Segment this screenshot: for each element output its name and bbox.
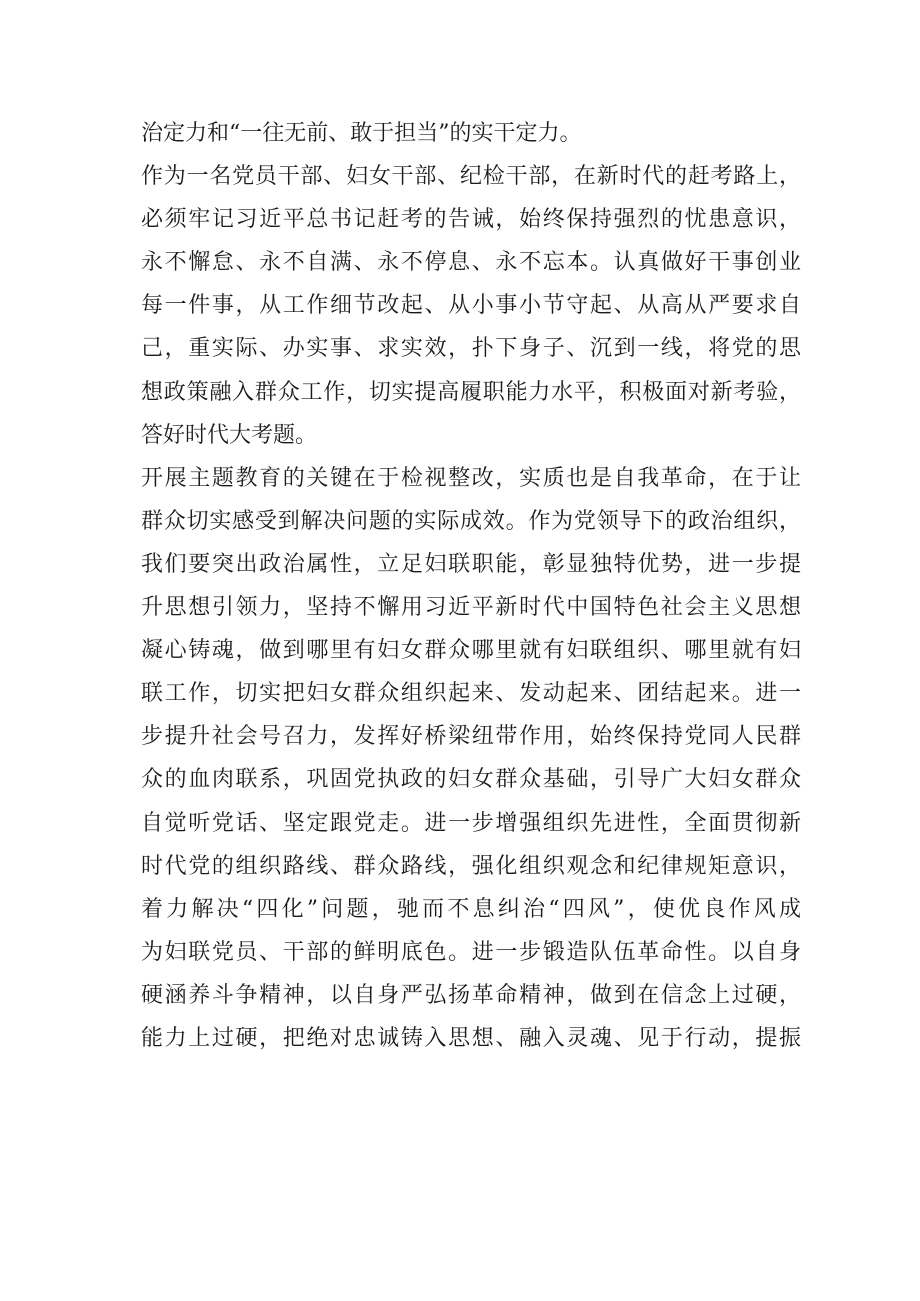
text-line: 步提升社会号召力，发挥好桥梁纽带作用，始终保持党同人民群: [141, 724, 801, 750]
text-line: 能力上过硬，把绝对忠诚铸入思想、融入灵魂、见于行动，提振: [141, 1025, 801, 1051]
text-line: 每一件事，从工作细节改起、从小事小节守起、从高从严要求自: [141, 293, 801, 319]
text-line: 硬涵养斗争精神，以自身严弘扬革命精神，做到在信念上过硬，: [141, 982, 801, 1008]
text-line: 自觉听党话、坚定跟党走。进一步增强组织先进性，全面贯彻新: [141, 810, 801, 836]
text-line: 联工作，切实把妇女群众组织起来、发动起来、团结起来。进一: [141, 681, 801, 707]
text-line: 想政策融入群众工作，切实提高履职能力水平，积极面对新考验，: [141, 379, 801, 405]
text-line: 己，重实际、办实事、求实效，扑下身子、沉到一线，将党的思: [141, 336, 801, 362]
text-line: 升思想引领力，坚持不懈用习近平新时代中国特色社会主义思想: [141, 595, 801, 621]
text-line: 众的血肉联系，巩固党执政的妇女群众基础，引导广大妇女群众: [141, 767, 801, 793]
text-line: 答好时代大考题。: [141, 422, 318, 448]
text-line: 作为一名党员干部、妇女干部、纪检干部，在新时代的赶考路上，: [141, 164, 801, 190]
text-line: 为妇联党员、干部的鲜明底色。进一步锻造队伍革命性。以自身: [141, 939, 801, 965]
text-line: 永不懈怠、永不自满、永不停息、永不忘本。认真做好干事创业: [141, 250, 801, 276]
text-line: 时代党的组织路线、群众路线，强化组织观念和纪律规矩意识，: [141, 853, 801, 879]
text-line: 群众切实感受到解决问题的实际成效。作为党领导下的政治组织，: [141, 508, 801, 534]
body-text: [141, 112, 801, 1060]
text-line: 凝心铸魂，做到哪里有妇女群众哪里就有妇联组织、哪里就有妇: [141, 638, 801, 664]
text-line: 开展主题教育的关键在于检视整改，实质也是自我革命，在于让: [141, 465, 801, 491]
text-line: 着力解决“四化”问题，驰而不息纠治“四风”，使优良作风成: [141, 896, 801, 922]
text-line: 我们要突出政治属性，立足妇联职能，彰显独特优势，进一步提: [141, 551, 801, 577]
text-line: 必须牢记习近平总书记赶考的告诫，始终保持强烈的忧患意识，: [141, 207, 801, 233]
text-line: 治定力和“一往无前、敢于担当”的实干定力。: [141, 121, 582, 146]
